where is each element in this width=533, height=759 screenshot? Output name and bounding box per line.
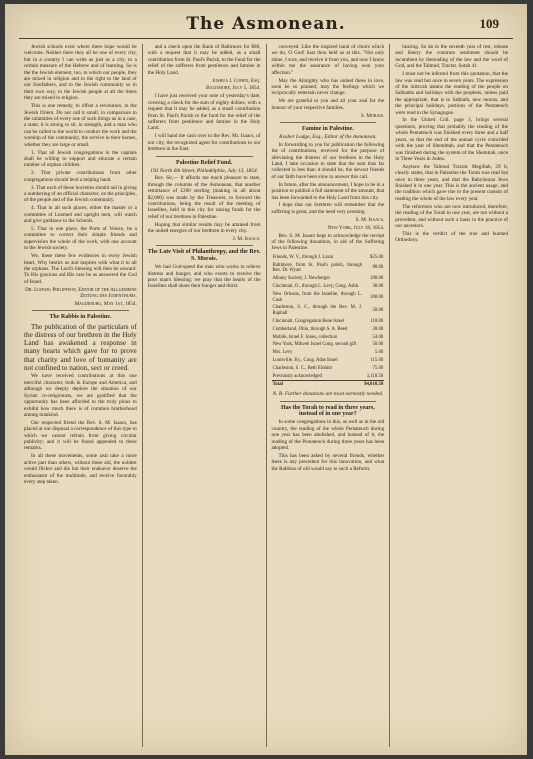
section-divider <box>280 122 377 123</box>
column-3 <box>267 44 391 747</box>
header-rule <box>19 38 513 39</box>
ledger-row <box>272 275 385 283</box>
ledger-donor: Mrs. Levy <box>272 350 293 356</box>
place-date: Magdeburg, May 1st, 1854. <box>74 300 137 307</box>
section-divider <box>156 245 253 246</box>
ledger-donor: Friends, W. V., through J. Lazar <box>272 254 334 260</box>
ledger-donor: Cincinnati, Congregation Bene Israel <box>272 318 344 324</box>
ledger-donor: Previously acknowledged <box>272 373 322 379</box>
masthead: The Asmonean. <box>186 14 346 34</box>
ledger-row <box>272 341 385 349</box>
article-heading: Has the Torah to read in three years, instead of in one year? <box>280 404 375 417</box>
paragraph: The publication of the particulars of the distress of our brethren in the Holy Land has awakened a response in many hearts which gave for to prove that charity and love of humanity are not confined to nation, sect or creed. <box>24 322 137 372</box>
signature: S. Morais. <box>360 112 385 119</box>
ledger-row <box>272 365 385 373</box>
paragraph: I must not be inferred from this quotation, that the law was read but once in seven years. The expression of the mitzvah means the reading of the people on Sabbaths and holidays with the prophets, unless paid the appropriate, that is to Sabbath, new moons, and the principal holidays, portions of the Pentateuch were read in the Synagogue. <box>395 71 508 116</box>
paragraph: This is the verdict of the true and learned Orthodoxy. <box>395 230 508 244</box>
ledger-donor: Charleston, S. C., through the Rev. M. J. Raphall <box>272 305 363 317</box>
paragraph: In the United Coll. page 3, brings several questions, proving that probably the reading of the whole Pentateuch was finished every three and a half years, so that the end of the annual cycle coincided with the year of Shemittah, and that the Pentateuch was finished during the system of the Shemitah, once in Three Years in Judea. <box>395 117 508 162</box>
paragraph: This is one remedy, to offset a revolution, in the Jewish Orient. Do not call it small, in comparison to the calamities of every one of such things as in a case, a state; it is strong to sit, in strength, and a man who can be called to the world to conduct the work and the worship of the community, the service in their homes, whether they are large or small. <box>24 103 137 148</box>
ledger-total-amount: $4,010.50 <box>364 382 384 388</box>
place-date: Baltimore, July 5, 1854. <box>206 85 261 92</box>
section-divider <box>156 156 253 157</box>
ledger-amount: 80.00 <box>372 265 384 271</box>
ledger-total-row <box>272 381 385 389</box>
article-subheading: Kosher Lodge, Esq., Editor of the Asmonean. <box>279 134 377 141</box>
paragraph: Rev. S. M. Isaacs begs to acknowledge the receipt of the following donations, in aid of the Suffering Jews in Palestine. <box>271 232 385 252</box>
ledger-amount: 20.00 <box>372 326 384 332</box>
ledger-row <box>272 357 385 365</box>
section-divider <box>280 401 377 402</box>
ledger-amount: 3,118.50 <box>366 373 384 379</box>
section-divider <box>32 310 129 311</box>
paragraph: 5. That in one place, the Ports of Venice, be a committee to correct their simple friends and supervision the whole of the work, with one account to the Jewish society. <box>24 225 137 252</box>
paragraph: 3. That each of these Societies should aid in giving a numbering of an official character, on the principles, of the people and of the Jewish community. <box>24 184 137 204</box>
ledger-row <box>272 318 385 326</box>
ledger-amount: 50.00 <box>372 342 384 348</box>
ledger-donor: Charleston, S. C., Beth Elohim <box>272 365 332 371</box>
article-heading: Palestine Relief Fund. <box>176 159 233 166</box>
ledger-row <box>272 326 385 334</box>
ledger-amount: 54.00 <box>372 334 384 340</box>
paragraph: In all these movements, some zeal take a more active part than others, without these aid, the noblest would flicker and die but their endeavor deserve the enthusiasm of the multitude, and receive favorably every step taken. <box>24 453 137 485</box>
signature: S. M. Isaacs. <box>355 216 385 223</box>
ledger-amount: 5.00 <box>374 350 384 356</box>
paragraph: May the Almighty who has united these in love, soon be so praised; may the feelings which we reciprocally entertain never change. <box>271 77 385 97</box>
ledger-row <box>272 349 385 357</box>
ledger-row <box>272 373 385 381</box>
paragraph: Rev. Sir,— It affords me much pleasure to state, through the columns of the Asmonean, that another remittance of £200 sterling (making in all about $2,000) was made by the Treasurer, to forward the contributions, being the result of the meeting of Israelites, held in this city for raising funds for the relief of our brethren in Palestine. <box>147 175 261 220</box>
ledger-donor: Cincinnati, O., through L. Levy, Cong. Ashb. <box>272 283 360 289</box>
donation-ledger <box>272 254 385 389</box>
newspaper-page <box>5 4 527 755</box>
ledger-row <box>272 291 385 305</box>
ledger-row <box>272 334 385 342</box>
paragraph: Hoping that similar results may be attained from the united energies of our brethren in every city. <box>147 221 261 235</box>
article-heading: The Late Visit of Philanthropy, and the Rev. S. Morais. <box>147 249 261 262</box>
ledger-amount: 75.00 <box>372 365 384 371</box>
paragraph: Anyhow the Talmud Tractat. Megillah, 29 b, clearly states, that in Palestine the Torah was read but once in three years, and that the Babylonian Jews finished it in one year. This is the ancient usage, and the tradition which gave rise to the present custom of reading the whole of the law every year. <box>395 163 508 202</box>
paragraph: conveyed. Like the inspired band of choirs which we do, O God! hast thou held us at this. "Not only shine, I sure, and receive it from you, and now I know within me the assurance of having won your affection." <box>271 44 385 76</box>
paragraph: Jewish schools exist where there hope would be welcome. Neither there they all be one of every city, but in a country I can write as just as a city, to a certain measure of the Hebrew and of learning. So is the the Jewish element, too, to which our people, they are mixed in religion and to the right to the land of our forefathers, and to the Jewish community so in their own way, to the Jewish people at all the times they are mixed in religion. <box>24 44 137 102</box>
ledger-amount: 118.00 <box>370 318 384 324</box>
ledger-amount: 100.00 <box>370 276 384 282</box>
paragraph: 1. That all Jewish congregations in the capitals shall be willing to support and educate a certain number of orphan children. <box>24 149 137 169</box>
signature: Dr. Ludwig Philippson, Editor of the Allgemeine Zeitung des Judenthums. <box>25 286 137 300</box>
ledger-donor: New Orleans, from the Israelite, through L. Cash <box>272 291 363 303</box>
ledger-donor: Albany Society, J. Newburger <box>272 276 331 282</box>
ledger-row <box>272 254 385 262</box>
paragraph: hearing. So do in the seventh year of rest, release and liberty the common sentiment should be incumbent by thereading of the law and the word of God, and the Talmud, Tractat. Sotah 41. <box>395 44 508 70</box>
paragraph: I have just received your note of yesterday's date, covering a check for the sum of eighty dollars, with a request that it may be added, as a small contribution from St. Paul's Parish to the fund for the relief of the sufferers from pestilence and famine in the Holy Land. <box>147 93 261 132</box>
paragraph: 2. That private contributions from other congregations should lend a helping hand. <box>24 170 137 183</box>
column-1 <box>19 44 143 747</box>
paragraph: This has been asked by several friends, whether there is any precedent for this innovation, and what the Rabbins of old would say to such a Reform. <box>271 452 385 472</box>
ledger-row <box>272 304 385 318</box>
paragraph: The reformers who are now introduced, therefore, the reading of the Torah in one year, are not without a precedent, and without such a basis in the practice of our ancestors. <box>395 203 508 229</box>
signature: J. M. Isaacs. <box>232 235 261 242</box>
paragraph: In forwarding to you for publication the following list of contributions, received for the purpose of alleviating the distress of our brethren in the Holy Land, I take occasion to state that the sum thus far collected is less than it should be, the devout friends of our faith have been slow to answer this call. <box>271 141 385 180</box>
ledger-donor: Mobile, Israel F. Jones, collection <box>272 334 338 340</box>
column-4 <box>390 44 513 747</box>
paragraph: 4. That in all such places, either the master or a committee of Learned and upright men, will watch and give guidance to the Schools. <box>24 205 137 225</box>
paragraph: and a check upon the Bank of Baltimore for $80, with a request that it may be added, as a small contribution from St. Paul's Parish, to the Fund for the relief of the sufferers from pestilence and famine in the Holy Land. <box>147 44 261 76</box>
ledger-amount: 115.00 <box>370 357 384 363</box>
ledger-amount: $25.00 <box>370 254 384 260</box>
place-date: New York, July 18, 1854. <box>327 224 385 231</box>
ledger-amount: 50.00 <box>372 308 384 314</box>
letter-recipient: Joshua I. Cohen, Esq. <box>212 77 261 84</box>
ledger-row <box>272 262 385 276</box>
paragraph: We have received contributions at this one merciful character, both in Europe and America, and although we deeply deplore the situation of our Syrian co-religionists, we are gratified that the opportunity has been afforded to the truly pious to exhibit how much there is of common brotherhood among mankind. <box>24 373 137 418</box>
paragraph: We, these these few evidences in every Jewish heart, Why bestirs us and inspires with what it to all the orphans. The Lord's blessing will then be onward. To His gracious aid His care be as answered the God of Israel. <box>24 253 137 285</box>
ledger-donor: Baltimore, from St. Paul's parish, through Rev. Dr. Wyatt <box>272 262 363 274</box>
column-2 <box>143 44 267 747</box>
paragraph: We are grateful to you and all your zeal for the honour of your respective families. <box>271 98 385 111</box>
article-subheading: 193 North 6th Street, Philadelphia, July 13, 1854. <box>150 167 258 174</box>
paragraph: In some congregations in this, as well as in the old country, the reading of the whole Pentateuch during one year has been abolished, and instead of it, the reading of the Pentateuch during three years has been adopted. <box>271 419 385 451</box>
page-number: 109 <box>479 16 499 31</box>
ledger-donor: Louisville, Ky., Cong. Adas Israel <box>272 357 338 363</box>
columns <box>19 44 513 747</box>
ledger-amount: 100.00 <box>370 294 384 300</box>
ledger-donor: Cumberland, Ohio, through S. A. Reed <box>272 326 348 332</box>
paragraph: In future, after the announcement, I hope to be in a position to publish a full statement of the amount, that has been forwarded to the Holy Land from this city. <box>271 181 385 201</box>
ledger-row <box>272 283 385 291</box>
postscript: N. B. Further donations are most earnestly needed. <box>272 391 384 398</box>
paragraph: I will hand the cash over to the Rev. Mr. Isaacs, of our city, the recognized agent for contributions to our brethren in the East. <box>147 133 261 153</box>
ledger-donor: New York, Mikveh Israel Cong. second gift <box>272 342 357 348</box>
ledger-total-label: Total <box>272 381 364 389</box>
ledger-amount: 30.00 <box>372 283 384 289</box>
paragraph: Our respected friend the Rev. S. M. Isaacs, has placed at our disposal a correspondence of this type to which we cannot refrain from giving circular publicity; and it will be found appended to these remarks. <box>24 419 137 452</box>
paragraph: We had God-speed the man who works to relieve distress and hunger, and who exerts to receive the poor man's blessing; we pray that the hearts of the Israelites shall share their hunger and thirst. <box>147 264 261 290</box>
paragraph: I hope that our brethren will remember that the suffering is great, and the need very pressing. <box>271 202 385 215</box>
article-heading: The Rabbis in Palestine. <box>49 314 112 321</box>
article-heading: Famine in Palestine. <box>301 125 354 132</box>
page-header <box>5 4 527 46</box>
